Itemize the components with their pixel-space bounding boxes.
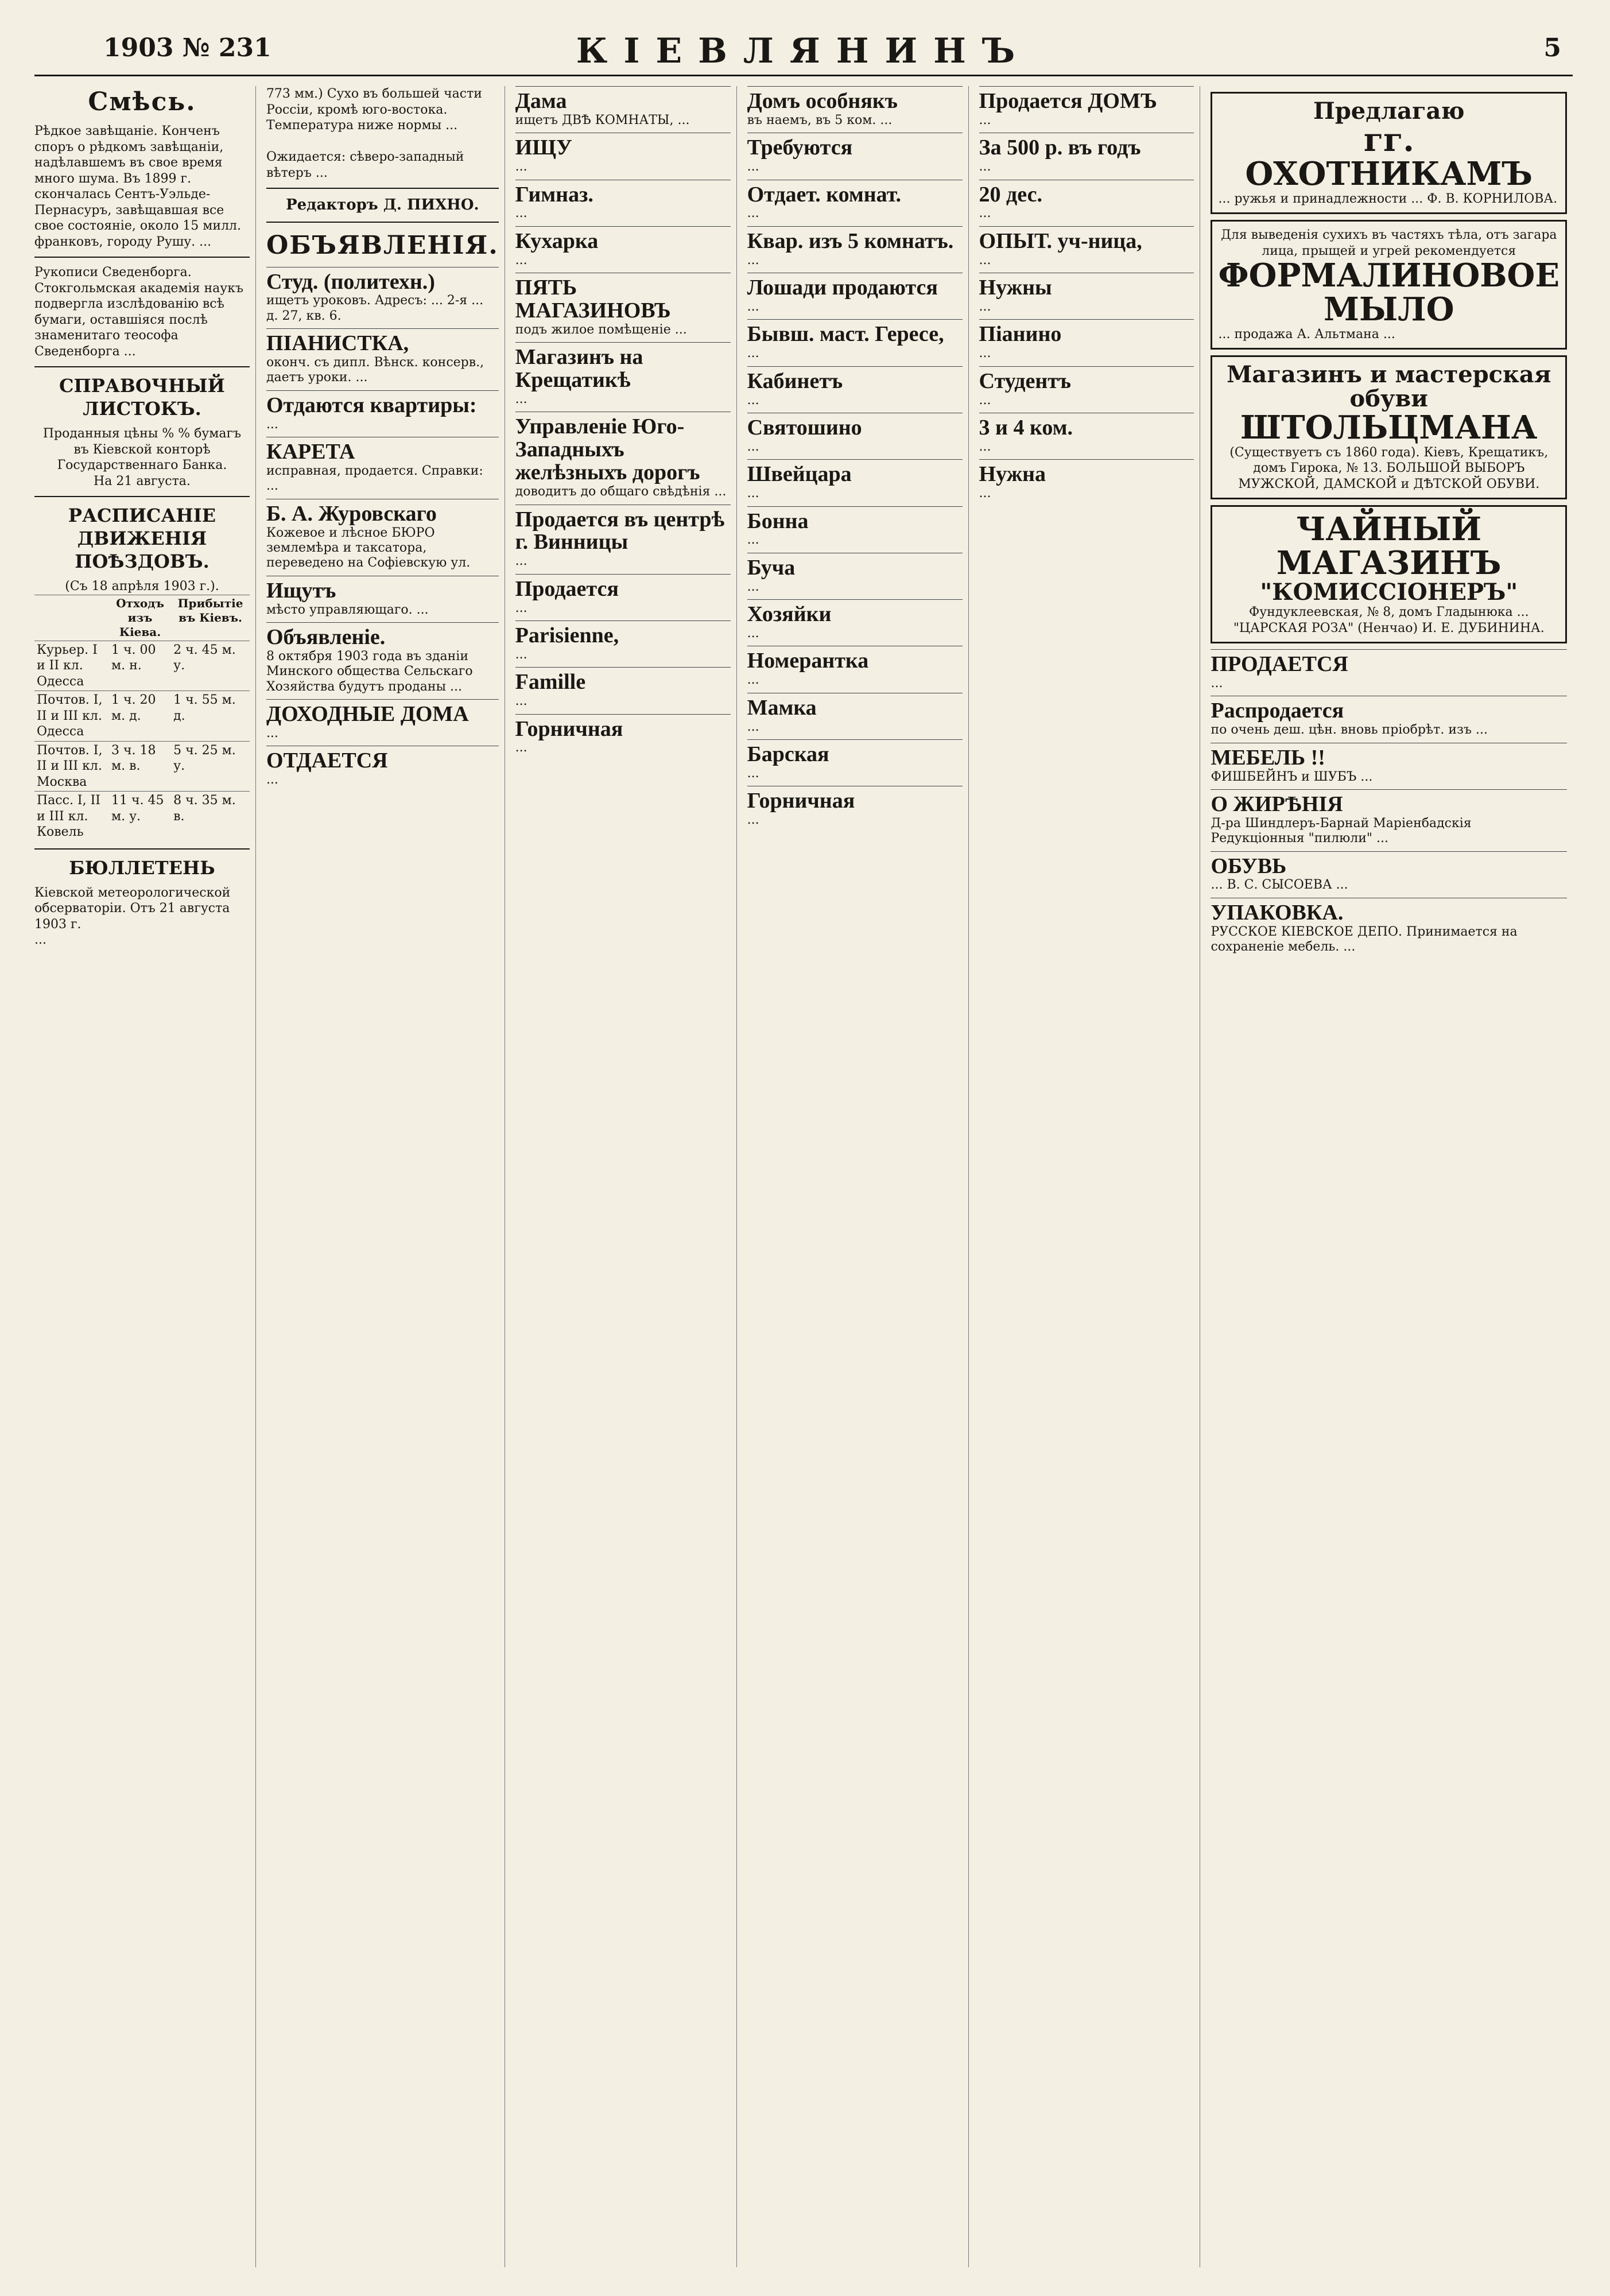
- timetable-cell: Почтов. I, II и III кл. Одесса: [34, 691, 109, 742]
- ad-body: въ наемъ, въ 5 ком. ...: [747, 113, 893, 127]
- timetable-cell: 1 ч. 20 м. д.: [109, 691, 171, 742]
- display-ad-text: ... продажа А. Альтмана ...: [1218, 327, 1395, 342]
- ad-item: [266, 499, 499, 576]
- timetable-header-row: [34, 595, 250, 641]
- ad-item: [747, 646, 963, 692]
- timetable: [34, 595, 250, 841]
- ad-heading: Нужна: [979, 462, 1046, 487]
- timetable-row: [34, 641, 250, 691]
- ad-heading: Домъ особнякъ: [747, 89, 898, 113]
- columns: [34, 86, 1573, 2267]
- ad-body: Д-ра Шиндлеръ-Барнай Маріенбадскія Редукціонныя "пилюли" ...: [1211, 816, 1476, 846]
- ad-item: [747, 413, 963, 459]
- ad-heading: ПІАНИСТКА,: [266, 331, 409, 356]
- ad-body: ...: [515, 740, 527, 755]
- ad-item: [747, 133, 963, 179]
- ad-item: [515, 273, 731, 342]
- ad-item: [979, 226, 1194, 273]
- ad-heading: Б. А. Журовскаго: [266, 501, 437, 526]
- display-ad-kicker: Для выведенія сухихъ въ частяхъ тѣла, отъ загара лица, прыщей и угрей рекомендуется: [1220, 228, 1557, 258]
- ad-body: ...: [979, 346, 991, 361]
- display-ad-title: "КОМИССІОНЕРЪ": [1260, 579, 1518, 606]
- ad-heading: ОТДАЕТСЯ: [266, 748, 388, 773]
- column-2: [266, 86, 505, 2267]
- ad-item: [747, 506, 963, 553]
- display-ad-kicker: Предлагаю: [1313, 98, 1465, 125]
- ad-heading: Студ. (политехн.): [266, 269, 435, 294]
- ad-item: [266, 576, 499, 622]
- display-ad: [1211, 92, 1567, 214]
- ad-heading: Барская: [747, 742, 829, 766]
- ad-heading: ИЩУ: [515, 135, 572, 160]
- ad-heading: Отдаются квартиры:: [266, 393, 477, 417]
- ad-body: ...: [515, 392, 527, 407]
- ad-heading: ОБУВЬ: [1211, 854, 1287, 878]
- timetable-cell: Курьер. I и II кл. Одесса: [34, 641, 109, 691]
- divider: [34, 366, 250, 367]
- ad-body: ...: [515, 253, 527, 267]
- ad-body: ...: [747, 393, 759, 408]
- timetable-cell: 1 ч. 55 м. д.: [171, 691, 250, 742]
- ad-body: ...: [979, 113, 991, 127]
- ad-item: [747, 180, 963, 226]
- ad-heading: УПАКОВКА.: [1211, 900, 1344, 925]
- ad-item: [515, 412, 731, 504]
- ad-body: ФИШБЕЙНЪ и ШУБЪ ...: [1211, 769, 1373, 784]
- ad-heading: Отдает. комнат.: [747, 182, 902, 207]
- ad-heading: Буча: [747, 555, 796, 580]
- timetable-row: [34, 792, 250, 841]
- ad-item: [515, 667, 731, 713]
- ad-body: по очень деш. цѣн. вновь пріобрѣт. изъ ...: [1211, 723, 1488, 738]
- ad-body: Кожевое и лѣсное БЮРО землемѣра и таксатора, переведено на Софіевскую ул.: [266, 525, 471, 571]
- ad-heading: КАРЕТА: [266, 440, 355, 464]
- ad-heading: Продается ДОМЪ: [979, 89, 1157, 113]
- ad-heading: Бонна: [747, 509, 809, 533]
- bulletin-text: Кіевской метеорологической обсерваторіи. Отъ 21 августа 1903 г. ...: [34, 885, 231, 947]
- ad-body: ...: [515, 554, 527, 569]
- ad-body: ...: [747, 253, 759, 267]
- ad-body: мѣсто управляющаго. ...: [266, 602, 429, 617]
- ad-item: [979, 366, 1194, 413]
- ad-body: ...: [979, 253, 991, 267]
- ad-body: ...: [515, 160, 527, 174]
- ad-heading: Горничная: [515, 716, 623, 741]
- ad-heading: ПРОДАЕТСЯ: [1211, 652, 1348, 677]
- ad-item: [747, 599, 963, 646]
- ad-heading: Кухарка: [515, 228, 599, 253]
- ad-item: [266, 328, 499, 390]
- ad-body: ...: [266, 726, 278, 741]
- reference-date: На 21 августа.: [94, 474, 191, 488]
- ad-body: ...: [747, 533, 759, 548]
- ad-body: ...: [747, 206, 759, 221]
- ad-body: ищетъ ДВѢ КОМНАТЫ, ...: [515, 113, 690, 127]
- ad-item: [266, 622, 499, 699]
- divider: [34, 496, 250, 497]
- ad-body: 8 октября 1903 года въ зданіи Минского общества Сельскаго Хозяйства будутъ проданы ...: [266, 649, 477, 694]
- ad-body: ...: [979, 486, 991, 501]
- ad-item: [1211, 649, 1567, 696]
- ad-heading: Гимназ.: [515, 182, 593, 207]
- ad-body: доводитъ до общаго свѣдѣнія ...: [515, 484, 727, 499]
- timetable-cell: 1 ч. 00 м. н.: [109, 641, 171, 691]
- ad-item: [979, 133, 1194, 179]
- ad-heading: Требуются: [747, 135, 853, 160]
- ad-body: оконч. съ дипл. Вѣнск. консерв., даетъ уроки. ...: [266, 355, 488, 385]
- display-ad: [1211, 505, 1567, 643]
- ad-body: ...: [747, 486, 759, 501]
- display-ad-text: (Существуетъ съ 1860 года). Кіевъ, Крещатикъ, домъ Гирока, № 13. БОЛЬШОЙ ВЫБОРЪ МУЖСКОЙ, ДАМСКОЙ и ДѢТСКОЙ ОБУВИ.: [1229, 445, 1549, 491]
- ad-item: [515, 180, 731, 226]
- ad-body: ...: [515, 206, 527, 221]
- timetable-cell: 11 ч. 45 м. у.: [109, 792, 171, 841]
- ad-heading: Мамка: [747, 695, 817, 720]
- display-ad: [1211, 355, 1567, 499]
- ad-body: РУССКОЕ КІЕВСКОЕ ДЕПО. Принимается на сохраненіе мебель. ...: [1211, 924, 1522, 955]
- column-4: [747, 86, 969, 2267]
- ad-heading: Номерантка: [747, 649, 869, 673]
- ad-item: [515, 226, 731, 273]
- weather-report: 773 мм.) Сухо въ большей части Россіи, кромѣ юго-востока. Температура ниже нормы ... Ожидается: сѣверо-западный вѣтеръ ...: [266, 87, 482, 180]
- ad-body: ...: [747, 766, 759, 781]
- display-ad-text: Фундуклеевская, № 8, домъ Гладынюка ... "ЦАРСКАЯ РОЗА" (Ненчао) И. Е. ДУБИНИНА.: [1233, 605, 1545, 635]
- masthead: [34, 23, 1573, 76]
- ad-item: [515, 714, 731, 761]
- ad-heading: Студентъ: [979, 369, 1072, 393]
- timetable-row: [34, 691, 250, 742]
- ad-heading: Піанино: [979, 322, 1062, 347]
- ad-heading: Дама: [515, 89, 567, 113]
- ad-item: [979, 180, 1194, 226]
- timetable-row: [34, 741, 250, 792]
- display-ad-title: гг. ОХОТНИКАМЪ: [1245, 121, 1533, 193]
- ad-heading: ДОХОДНЫЕ ДОМА: [266, 702, 469, 727]
- ad-item: [1211, 789, 1567, 851]
- ad-heading: О ЖИРѢНІЯ: [1211, 792, 1343, 816]
- display-ad: [1211, 220, 1567, 350]
- column-heading: Смѣсь.: [88, 87, 196, 117]
- column-3: [515, 86, 737, 2267]
- ad-item: [266, 746, 499, 792]
- ad-item: [266, 437, 499, 499]
- display-ad-kicker: ЧАЙНЫЙ МАГАЗИНЪ: [1276, 510, 1502, 583]
- timetable-title: РАСПИСАНІЕ ДВИЖЕНІЯ ПОѢЗДОВЪ.: [68, 505, 216, 572]
- timetable-header-cell: Отходъ изъ Кіева.: [109, 595, 171, 641]
- ad-heading: Квар. изъ 5 комнатъ.: [747, 228, 954, 253]
- ad-body: ...: [747, 300, 759, 315]
- paragraph: Рукописи Сведенборга. Стокгольмская академія наукъ подвергла изслѣдованію всѣ бумаги, оставшіяся послѣ знаменитаго теософа Сведенборга ...: [34, 265, 247, 359]
- column-1: [34, 86, 256, 2267]
- ad-item: [266, 699, 499, 746]
- ad-item: [747, 553, 963, 599]
- ad-heading: Ищутъ: [266, 578, 336, 603]
- ad-body: подъ жилое помѣщеніе ...: [515, 322, 687, 337]
- ad-item: [747, 459, 963, 506]
- ad-body: ...: [979, 439, 991, 454]
- ad-item: [747, 739, 963, 786]
- ad-heading: Швейцара: [747, 462, 852, 487]
- ad-item: [747, 366, 963, 413]
- ad-item: [515, 342, 731, 412]
- display-ad-title: ШТОЛЬЦМАНА: [1240, 409, 1538, 447]
- ad-item: [515, 133, 731, 179]
- bulletin-title: БЮЛЛЕТЕНЬ: [69, 856, 215, 879]
- ad-body: ...: [979, 300, 991, 315]
- ads-heading: ОБЪЯВЛЕНІЯ.: [266, 230, 499, 260]
- timetable-subtitle: (Съ 18 апрѣля 1903 г.).: [65, 579, 219, 594]
- newspaper-title: КІЕВЛЯНИНЪ: [576, 31, 1031, 71]
- ad-heading: Магазинъ на Крещатикѣ: [515, 345, 643, 393]
- divider: [34, 848, 250, 850]
- ad-item: [515, 574, 731, 620]
- display-ad-title: ФОРМАЛИНОВОЕ МЫЛО: [1218, 257, 1560, 328]
- ad-body: ... В. С. СЫСОЕВА ...: [1211, 878, 1348, 893]
- timetable-cell: 3 ч. 18 м. в.: [109, 741, 171, 792]
- ad-heading: Лошади продаются: [747, 276, 938, 300]
- ad-heading: Нужны: [979, 276, 1052, 300]
- ad-item: [747, 273, 963, 319]
- ad-item: [266, 390, 499, 437]
- ad-item: [747, 226, 963, 273]
- ad-item: [1211, 743, 1567, 789]
- column-5: [979, 86, 1201, 2267]
- ad-heading: Управленіе Юго-Западныхъ желѣзныхъ дорогъ: [515, 414, 700, 485]
- ad-item: [747, 786, 963, 832]
- ad-body: исправная, продается. Справки: ...: [266, 464, 487, 494]
- ad-heading: Продается въ центрѣ г. Винницы: [515, 507, 725, 554]
- ad-item: [1211, 851, 1567, 898]
- display-ad-text: ... ружья и принадлежности ... Ф. В. КОРНИЛОВА.: [1218, 191, 1558, 206]
- timetable-cell: 8 ч. 35 м. в.: [171, 792, 250, 841]
- ad-body: ...: [747, 160, 759, 174]
- timetable-cell: 5 ч. 25 м. у.: [171, 741, 250, 792]
- ad-body: ...: [266, 773, 278, 788]
- issue-number: 1903 № 231: [103, 33, 271, 63]
- reference-title: СПРАВОЧНЫЙ ЛИСТОКЪ.: [59, 375, 225, 420]
- display-ad-kicker: Магазинъ и мастерская обуви: [1227, 361, 1551, 413]
- divider: [34, 257, 250, 258]
- timetable-cell: Почтов. I, II и III кл. Москва: [34, 741, 109, 792]
- ad-item: [515, 620, 731, 667]
- timetable-header-cell: [34, 595, 109, 641]
- ad-body: ...: [515, 600, 527, 615]
- ad-body: ...: [979, 160, 991, 174]
- ad-item: [266, 267, 499, 329]
- ad-body: ...: [515, 694, 527, 709]
- ad-item: [747, 693, 963, 739]
- ad-item: [515, 505, 731, 574]
- ad-body: ...: [266, 417, 278, 432]
- newspaper-page: [34, 23, 1573, 2273]
- ad-item: [515, 86, 731, 133]
- editor-line: Редакторъ Д. ПИХНО.: [286, 196, 479, 214]
- ad-body: ...: [747, 719, 759, 734]
- divider: [266, 222, 499, 223]
- ad-item: [1211, 696, 1567, 742]
- ad-body: ищетъ уроковъ. Адресъ: ... 2-я ... д. 27, кв. 6.: [266, 293, 488, 323]
- ad-heading: 20 дес.: [979, 182, 1042, 207]
- ad-body: ...: [1211, 676, 1223, 691]
- ad-heading: Кабинетъ: [747, 369, 843, 393]
- ad-heading: Parisienne,: [515, 623, 619, 647]
- ad-heading: Хозяйки: [747, 602, 832, 627]
- ad-body: ...: [747, 579, 759, 594]
- ad-body: ...: [747, 439, 759, 454]
- ad-body: ...: [747, 813, 759, 828]
- ad-heading: ПЯТЬ МАГАЗИНОВЪ: [515, 276, 671, 323]
- timetable-cell: 2 ч. 45 м. у.: [171, 641, 250, 691]
- ad-body: ...: [747, 626, 759, 641]
- ad-item: [1211, 898, 1567, 960]
- ad-heading: Бывш. маст. Гересе,: [747, 322, 944, 347]
- ad-item: [747, 86, 963, 133]
- ad-body: ...: [747, 346, 759, 361]
- ad-item: [979, 273, 1194, 319]
- ad-heading: ОПЫТ. уч-ница,: [979, 228, 1142, 253]
- ad-body: ...: [747, 673, 759, 688]
- ad-heading: Распродается: [1211, 699, 1344, 723]
- ad-heading: Святошино: [747, 415, 862, 440]
- ad-heading: Горничная: [747, 789, 855, 813]
- timetable-cell: Пасс. I, II и III кл. Ковель: [34, 792, 109, 841]
- ad-heading: Famille: [515, 670, 586, 695]
- reference-subtitle: Проданныя цѣны % % бумагъ въ Кіевской конторѣ Государственнаго Банка.: [42, 426, 242, 472]
- ad-heading: За 500 р. въ годъ: [979, 135, 1141, 160]
- paragraph: Рѣдкое завѣщаніе. Конченъ споръ о рѣдкомъ завѣщаніи, надѣлавшемъ въ свое время много шума. Въ 1899 г. скончалась Сентъ-Уэльде-Пернасуръ, завѣщавшая все свое состояніе, около 15 милл. франковъ, городу Рушу. ...: [34, 124, 246, 249]
- ad-heading: Объявленіе.: [266, 625, 386, 650]
- ad-item: [979, 459, 1194, 506]
- ad-item: [979, 319, 1194, 366]
- divider: [266, 188, 499, 189]
- ad-body: ...: [979, 393, 991, 408]
- column-6: [1211, 86, 1573, 2267]
- page-number: 5: [1543, 33, 1561, 63]
- ad-heading: 3 и 4 ком.: [979, 415, 1073, 440]
- ad-heading: МЕБЕЛЬ !!: [1211, 745, 1325, 770]
- ad-item: [979, 413, 1194, 459]
- ad-heading: Продается: [515, 576, 619, 601]
- ad-body: ...: [979, 206, 991, 221]
- ad-item: [979, 86, 1194, 133]
- ad-body: ...: [515, 647, 527, 662]
- ad-item: [747, 319, 963, 366]
- timetable-header-cell: Прибытіе въ Кіевъ.: [171, 595, 250, 641]
